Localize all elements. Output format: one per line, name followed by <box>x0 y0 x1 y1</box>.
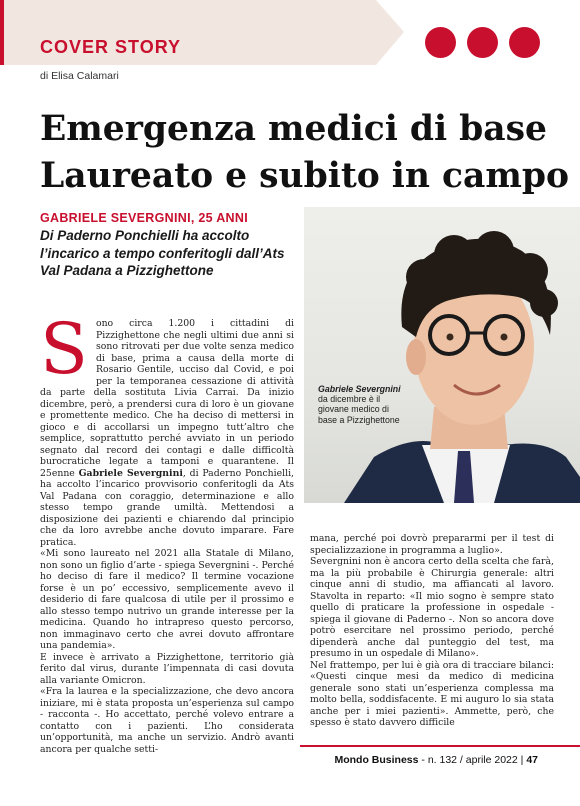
caption-name: Gabriele Severgnini <box>318 384 401 394</box>
body-paragraph: Nel frattempo, per lui è già ora di tracciare bilanci: «Questi cinque mesi da medico di medicina generale sono stati un’esperienza complessa ma molto bella, soddisfacente. E mi auguro lo sia stata anche per i miei pazienti». Ammette, però, che spesso è stato davvero difficile <box>310 659 554 728</box>
body-paragraph: mana, perché poi dovrò prepararmi per il test di specializzazione in programma a luglio». <box>310 533 554 556</box>
page-number: 47 <box>526 754 538 766</box>
decorative-dot <box>509 27 540 58</box>
decorative-dot <box>467 27 498 58</box>
photo-caption <box>318 384 408 425</box>
issue-info: - n. 132 / aprile 2022 <box>421 754 518 766</box>
caption-text: da dicembre è il giovane medico di base a Pizzighettone <box>318 394 400 425</box>
author-byline: di Elisa Calamari <box>40 70 119 82</box>
portrait-illustration <box>304 207 580 503</box>
decorative-dot <box>425 27 456 58</box>
body-column-right <box>310 533 554 729</box>
person-name: Gabriele Severgnini <box>78 467 183 479</box>
portrait-photo <box>304 207 580 503</box>
headline-line-2: Laureato e subito in campo <box>40 156 569 196</box>
headline-line-1: Emergenza medici di base <box>40 109 547 149</box>
article-headline <box>40 106 569 200</box>
footer-separator: | <box>520 754 524 766</box>
page-footer <box>334 754 538 766</box>
banner-accent-strip <box>0 0 4 65</box>
subhead-text: Di Paderno Ponchielli ha accolto l’incarico a tempo conferitogli dall’Ats Val Padana a Pizzighettone <box>40 228 285 278</box>
body-paragraph: Severgnini non è ancora certo della scelta che farà, ma la più probabile è Chirurgia generale: altri cinque anni di studio, ma affiancati al lavoro. Stavolta in reparto: «Il mio sogno è sempre stato quello di praticare la professione in ospedale - spiega il giovane di Paderno -. Non so ancora dove potrò esercitare nel prossimo periodo, perché dipenderà anche dal punteggio del test, ma presumo in un ospedale di Milano». <box>310 556 554 659</box>
footer-rule <box>300 745 580 747</box>
drop-cap: S <box>40 308 88 390</box>
body-paragraph: «Fra la laurea e la specializzazione, che devo ancora iniziare, mi è stata proposta un’esperienza sul campo - racconta -. Ho accettato, perché volevo entrare a contatto con i pazienti. L’ho considerata un’opportunità, ma anche un servizio. Andrò avanti ancora per qualche setti- <box>40 686 294 755</box>
subhead-name: GABRIELE SEVERGNINI, 25 ANNI <box>40 211 248 225</box>
body-paragraph: E invece è arrivato a Pizzighettone, territorio già ferito dal virus, durante l’impennata di casi dovuta alla variante Omicron. <box>40 651 294 686</box>
section-kicker: COVER STORY <box>40 37 182 57</box>
body-paragraph: «Mi sono laureato nel 2021 alla Statale di Milano, non sono un figlio d’arte - spiega Severgnini -. Perché ho deciso di fare il medico? Il termine vocazione forse è un po’ eccessivo, semplicemente avevo il desiderio di fare qualcosa di utile per il prossimo e allo stesso tempo nutrivo un grande interesse per la medicina. Quando ho intrapreso questo percorso, non immaginavo certo che avrei dovuto affrontare una pandemia». <box>40 548 294 651</box>
publication-name: Mondo Business <box>334 754 419 766</box>
body-paragraph: Sono circa 1.200 i cittadini di Pizzighettone che negli ultimi due anni si sono ritrovati per due volte senza medico di base, prima a causa della morte di Rosario Gentile, ucciso dal Covid, e poi per la temporanea cessazione di attività da parte della sostituta Livia Carrai. Da inizio dicembre, però, a prendersi cura di loro è un giovane e promettente medico. Che ha deciso di mettersi in gioco e di accollarsi un impegno tutt’altro che semplice, soprattutto perché avviato in un periodo segnato dal record dei contagi e dalle difficoltà burocratiche legate a tamponi e quarantene. Il 25enne Gabriele Severgnini, di Paderno Ponchielli, ha accolto l’incarico provvisorio conferitogli da Ats Val Padana con coraggio, determinazione e allo stesso tempo grande umiltà. Mettendosi a disposizione dei pazienti e chiarendo dal principio che da loro avrebbe anche dovuto imparare. Fare pratica. <box>40 308 295 548</box>
body-column-left <box>40 308 295 755</box>
